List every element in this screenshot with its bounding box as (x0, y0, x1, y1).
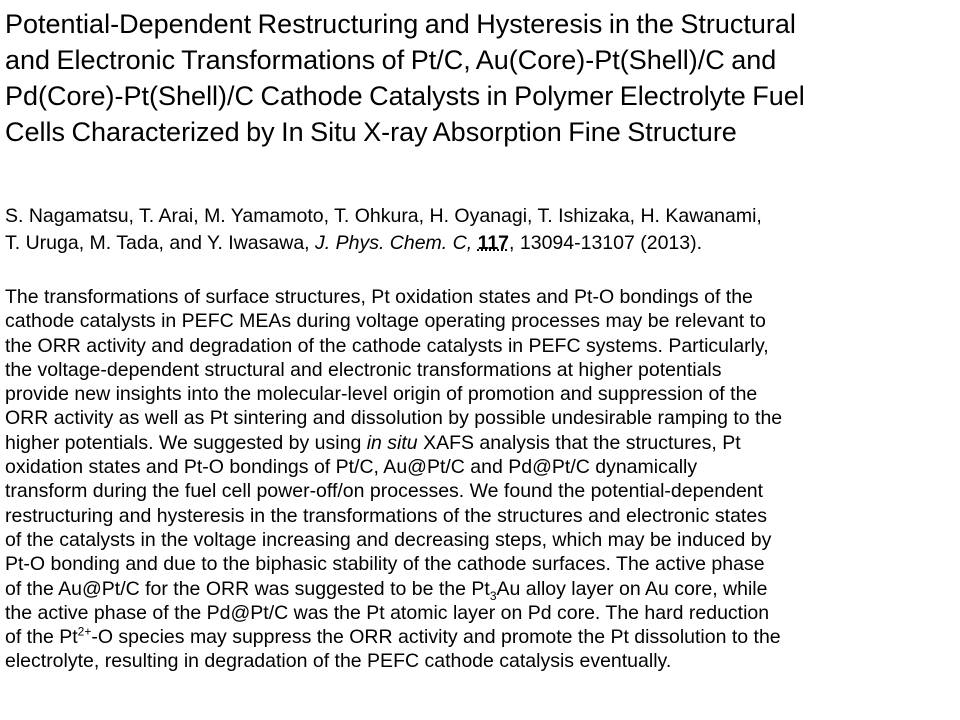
journal-name: J. Phys. Chem. C, (315, 232, 478, 254)
volume-separator: , (509, 232, 520, 254)
abstract-line: oxidation states and Pt-O bondings of Pt/C, Au@Pt/C and Pd@Pt/C dynamically (5, 456, 698, 479)
abstract-text: XAFS analysis that the structures, Pt (417, 431, 741, 454)
pages-year: 13094-13107 (2013). (519, 232, 703, 254)
authors-text: S. Nagamatsu, T. Arai, M. Yamamoto, T. Ohkura, H. Oyanagi, T. Ishizaka, H. Kawanami, (5, 205, 762, 227)
citation (5, 203, 955, 257)
abstract-line: the ORR activity and degradation of the cathode catalysts in PEFC systems. Particularly, (5, 334, 769, 357)
abstract-text: of the Au@Pt/C for the ORR was suggested to be the Pt (5, 577, 490, 600)
title-line: and Electronic Transformations of Pt/C, Au(Core)-Pt(Shell)/C and (5, 45, 777, 75)
abstract-line: electrolyte, resulting in degradation of the PEFC cathode catalysis eventually. (5, 650, 672, 673)
subscript: 3 (489, 588, 497, 603)
abstract-text: higher potentials. We suggested by using (5, 431, 367, 454)
abstract-line: provide new insights into the molecular-level origin of promotion and suppression of the (5, 383, 758, 406)
title-line: Cells Characterized by In Situ X-ray Absorption Fine Structure (5, 117, 737, 147)
title-line: Potential-Dependent Restructuring and Hysteresis in the Structural (5, 9, 796, 39)
abstract (5, 285, 960, 674)
abstract-text: of the Pt (5, 626, 78, 649)
abstract-line: The transformations of surface structures, Pt oxidation states and Pt-O bondings of the (5, 286, 753, 308)
abstract-line: cathode catalysts in PEFC MEAs during voltage operating processes may be relevant to (5, 310, 766, 333)
abstract-line: the voltage-dependent structural and electronic transformations at higher potentials (5, 358, 722, 381)
superscript: 2+ (77, 624, 92, 639)
volume-number: 117 (477, 232, 510, 254)
abstract-line (5, 625, 960, 649)
authors-text: T. Uruga, M. Tada, and Y. Iwasawa, (5, 232, 316, 254)
abstract-line: restructuring and hysteresis in the transformations of the structures and electronic states (5, 504, 767, 527)
abstract-text: Au alloy layer on Au core, while (496, 577, 768, 600)
abstract-line: ORR activity as well as Pt sintering and dissolution by possible undesirable ramping to the (5, 407, 783, 430)
abstract-line: the active phase of the Pd@Pt/C was the Pt atomic layer on Pd core. The hard reduction (5, 601, 770, 624)
abstract-line: transform during the fuel cell power-off/on processes. We found the potential-dependent (5, 480, 764, 503)
abstract-line (5, 577, 960, 601)
abstract-italic: in situ (366, 431, 418, 454)
authors-line (5, 203, 955, 230)
abstract-line: Pt-O bonding and due to the biphasic stability of the cathode surfaces. The active phase (5, 553, 765, 576)
paper-title (5, 6, 960, 150)
title-line: Pd(Core)-Pt(Shell)/C Cathode Catalysts in Polymer Electrolyte Fuel (5, 81, 805, 111)
abstract-text: -O species may suppress the ORR activity and promote the Pt dissolution to the (91, 626, 781, 649)
abstract-line: of the catalysts in the voltage increasing and decreasing steps, which may be induced by (5, 528, 772, 551)
authors-journal-line (5, 230, 955, 257)
abstract-line (5, 431, 960, 455)
